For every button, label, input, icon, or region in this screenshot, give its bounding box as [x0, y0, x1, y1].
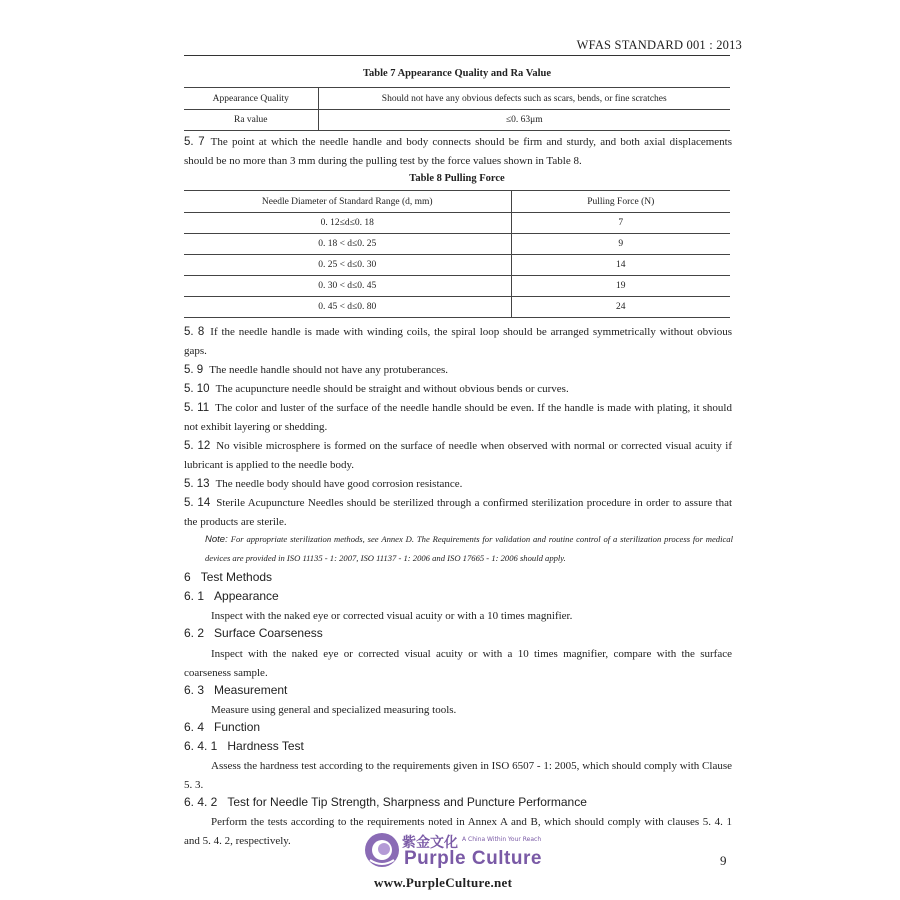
- section-title: Measurement: [214, 683, 288, 697]
- watermark-chinese: 紫金文化: [402, 835, 458, 851]
- table8-cell-range: 0. 45 < d≤0. 80: [184, 297, 511, 318]
- table7-cell-value: ≤0. 63μm: [318, 110, 730, 131]
- section-6-4-2-text: Perform the tests according to the requirements noted in Annex A and B, which should comply with clauses 5. 4. 1 and 5. 4. 2, respectively.: [184, 816, 732, 847]
- section-title: Hardness Test: [227, 739, 304, 753]
- clause-number: 5. 9: [184, 364, 204, 376]
- table8-cell-force: 14: [511, 255, 730, 276]
- clause-5-12: [184, 437, 732, 475]
- table8-cell-force: 7: [511, 213, 730, 234]
- section-6-1-heading: [184, 589, 279, 603]
- section-number: 6: [184, 570, 191, 584]
- clause-text: No visible microsphere is formed on the surface of needle when observed with normal or corrected visual acuity if lubricant is applied to the needle body.: [184, 440, 732, 471]
- note-label: Note:: [205, 534, 228, 545]
- watermark-url: www.PurpleCulture.net: [374, 875, 513, 890]
- sterilization-note: [205, 530, 733, 568]
- clause-number: 5. 12: [184, 440, 211, 452]
- table8-cell-range: 0. 18 < d≤0. 25: [184, 234, 511, 255]
- standard-id-header: WFAS STANDARD 001 : 2013: [576, 38, 742, 52]
- section-6-heading: [184, 570, 272, 584]
- section-title: Test Methods: [200, 570, 273, 584]
- clause-number: 5. 8: [184, 326, 205, 338]
- table8-cell-range: 0. 12≤d≤0. 18: [184, 213, 511, 234]
- clause-text: Sterile Acupuncture Needles should be sterilized through a confirmed sterilization procedure in order to assure that the products are sterile.: [184, 497, 733, 528]
- section-number: 6. 4: [184, 720, 205, 734]
- table8-cell-force: 9: [511, 234, 730, 255]
- watermark-brand: Purple Culture: [404, 848, 542, 869]
- table7-cell-label: Ra value: [184, 110, 318, 131]
- purple-culture-logo-icon: [362, 830, 402, 870]
- section-6-3-heading: [184, 683, 287, 697]
- table-row: [184, 255, 730, 276]
- table7-cell-label: Appearance Quality: [184, 88, 318, 110]
- page-number: 9: [720, 853, 727, 868]
- clause-text: The point at which the needle handle and body connects should be firm and sturdy, and both axial displacements should be no more than 3 mm during the pulling test by the force values shown in Table 8.: [184, 136, 733, 167]
- clause-5-10: [184, 380, 732, 399]
- clause-5-8: [184, 323, 732, 361]
- section-6-4-1-text: Assess the hardness test according to the requirements given in ISO 6507 - 1: 2005, which should comply with Clause 5. 3.: [184, 760, 732, 791]
- table8-cell-force: 19: [511, 276, 730, 297]
- section-6-1-text: Inspect with the naked eye or corrected visual acuity or with a 10 times magnifier.: [211, 610, 573, 622]
- section-6-3-text: Measure using general and specialized measuring tools.: [211, 704, 457, 716]
- table8-cell-range: 0. 25 < d≤0. 30: [184, 255, 511, 276]
- table-row: [184, 297, 730, 318]
- note-text: For appropriate sterilization methods, see Annex D. The Requirements for validation and routine control of a sterilization process for medical devices are provided in ISO 11135 - 1: 2007, ISO 11137 - 1: 2006 and ISO 17665 - 1: 2006 should apply.: [205, 534, 733, 563]
- purple-culture-watermark: [362, 830, 562, 895]
- clause-text: If the needle handle is made with winding coils, the spiral loop should be arranged symmetrically without obvious gaps.: [184, 326, 732, 357]
- section-title: Appearance: [214, 589, 279, 603]
- table8-caption: Table 8 Pulling Force: [409, 173, 505, 184]
- clause-text: The color and luster of the surface of the needle handle should be even. If the handle is made with plating, it should not exhibit layering or shedding.: [184, 402, 732, 433]
- section-6-2-heading: [184, 626, 323, 640]
- table8: [184, 190, 730, 318]
- watermark-tagline: A China Within Your Reach: [462, 836, 542, 843]
- clause-text: The needle handle should not have any protuberances.: [209, 364, 449, 376]
- table8-cell-range: 0. 30 < d≤0. 45: [184, 276, 511, 297]
- table-row: [184, 213, 730, 234]
- table7-cell-value: Should not have any obvious defects such as scars, bends, or fine scratches: [318, 88, 730, 110]
- clause-number: 5. 7: [184, 136, 205, 148]
- table-row: [184, 276, 730, 297]
- section-number: 6. 2: [184, 626, 205, 640]
- table-row: [184, 110, 730, 131]
- section-6-4-2-heading: [184, 795, 587, 809]
- section-6-4-heading: [184, 720, 260, 734]
- section-number: 6. 4. 1: [184, 739, 218, 753]
- section-6-2-text: Inspect with the naked eye or corrected visual acuity or with a 10 times magnifier, compare with the surface coarseness sample.: [184, 648, 732, 679]
- section-title: Test for Needle Tip Strength, Sharpness and Puncture Performance: [227, 795, 587, 809]
- table8-header-force: Pulling Force (N): [511, 191, 730, 213]
- section-number: 6. 4. 2: [184, 795, 218, 809]
- clause-text: The acupuncture needle should be straight and without obvious bends or curves.: [215, 383, 569, 395]
- clause-5-7: [184, 133, 732, 171]
- header-rule: [184, 55, 730, 56]
- clause-5-13: [184, 475, 732, 494]
- section-title: Function: [214, 720, 261, 734]
- clause-number: 5. 10: [184, 383, 210, 395]
- table8-header-diameter: Needle Diameter of Standard Range (d, mm): [184, 191, 511, 213]
- clause-number: 5. 13: [184, 478, 210, 490]
- section-number: 6. 3: [184, 683, 205, 697]
- table-row: [184, 234, 730, 255]
- table8-cell-force: 24: [511, 297, 730, 318]
- section-6-4-1-heading: [184, 739, 304, 753]
- clause-5-14: [184, 494, 732, 532]
- table7: [184, 87, 730, 131]
- section-number: 6. 1: [184, 589, 205, 603]
- table-row: [184, 88, 730, 110]
- table7-caption: Table 7 Appearance Quality and Ra Value: [362, 68, 552, 79]
- clause-text: The needle body should have good corrosion resistance.: [215, 478, 463, 490]
- clause-5-11: [184, 399, 732, 437]
- clause-number: 5. 11: [184, 402, 210, 414]
- clause-number: 5. 14: [184, 497, 211, 509]
- table-header-row: [184, 191, 730, 213]
- section-title: Surface Coarseness: [214, 626, 323, 640]
- clause-5-9: [184, 361, 732, 380]
